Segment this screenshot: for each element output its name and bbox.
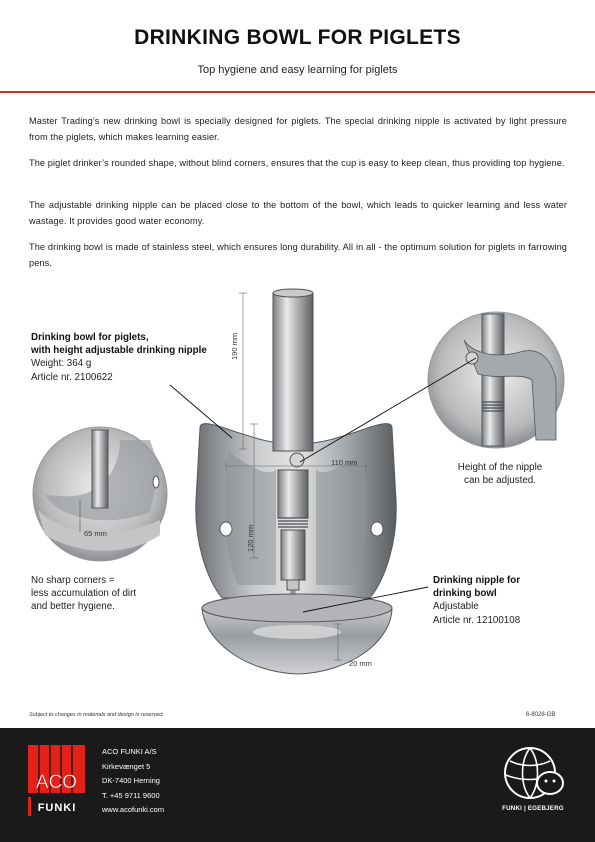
company-street: Kirkevænget 5 (102, 761, 151, 771)
bowl-callout-title-1: Drinking bowl for piglets, (31, 332, 149, 343)
disclaimer: Subject to changes in materials and design is reserved. (29, 712, 164, 718)
nipple-callout (433, 574, 520, 627)
corners-callout-line-1: No sharp corners = (31, 575, 115, 586)
document-number: 6-8028-GB (526, 712, 556, 718)
company-phone: T. +45 9711 9600 (102, 790, 160, 800)
corners-callout-line-3: and better hygiene. (31, 601, 115, 613)
company-name: ACO FUNKI A/S (102, 747, 157, 756)
company-address (102, 745, 164, 818)
funki-egebjerg-wordmark: FUNKI | EGEBJERG (502, 805, 564, 812)
svg-text:ACO: ACO (35, 772, 78, 793)
bowl-article: Article nr. 2100622 (31, 371, 113, 383)
height-callout (440, 461, 560, 487)
dim-bowl-depth: 65 mm (84, 529, 107, 538)
dim-height-mid: 120 mm (246, 524, 255, 552)
page-subtitle: Top hygiene and easy learning for piglets (197, 64, 398, 76)
nipple-adjust-detail (428, 312, 564, 448)
bowl-corner-detail (33, 427, 167, 561)
hygiene-paragraph: The piglet drinker’s rounded shape, without blind corners, ensures that the cup is easy to keep clean, thus providing top hygiene. (29, 158, 565, 168)
corners-callout (31, 574, 136, 614)
company-city: DK-7400 Herning (102, 776, 160, 786)
nipple-adjustable: Adjustable (433, 601, 479, 613)
bowl-weight: Weight: 364 g (31, 358, 92, 370)
material-paragraph: The drinking bowl is made of stainless steel, which ensures long durability. All in all - the optimum solution for piglets in farrowing pens. (29, 242, 567, 268)
nipple-paragraph: The adjustable drinking nipple can be placed close to the bottom of the bowl, which leads to quicker learning and less water wastage. It provides good water economy. (29, 200, 567, 226)
height-callout-line-2: can be adjusted. (464, 475, 536, 487)
nipple-callout-title-2: drinking bowl (433, 588, 497, 600)
bowl-callout-title-2: with height adjustable drinking nipple (31, 345, 207, 357)
nipple-callout-title-1: Drinking nipple for (433, 575, 521, 586)
page-title: DRINKING BOWL FOR PIGLETS (134, 26, 461, 49)
bowl-callout (31, 331, 207, 384)
dim-width: 110 mm (331, 458, 358, 467)
company-website[interactable]: www.acofunki.com (102, 805, 165, 815)
corners-callout-line-2: less accumulation of dirt (31, 588, 137, 600)
dim-nipple-gap: 20 mm (349, 659, 372, 668)
dim-height-total: 190 mm (230, 332, 239, 360)
nipple-article: Article nr. 12100108 (433, 614, 521, 626)
aco-funki-logo (28, 745, 85, 816)
intro-paragraph: Master Trading’s new drinking bowl is specially designed for piglets. The special drinking nipple is activated by light pressure from the piglets, which makes learning easier. (29, 116, 567, 142)
svg-text:FUNKI: FUNKI (37, 802, 77, 814)
height-callout-line-1: Height of the nipple (457, 462, 543, 473)
header-divider (0, 91, 595, 93)
